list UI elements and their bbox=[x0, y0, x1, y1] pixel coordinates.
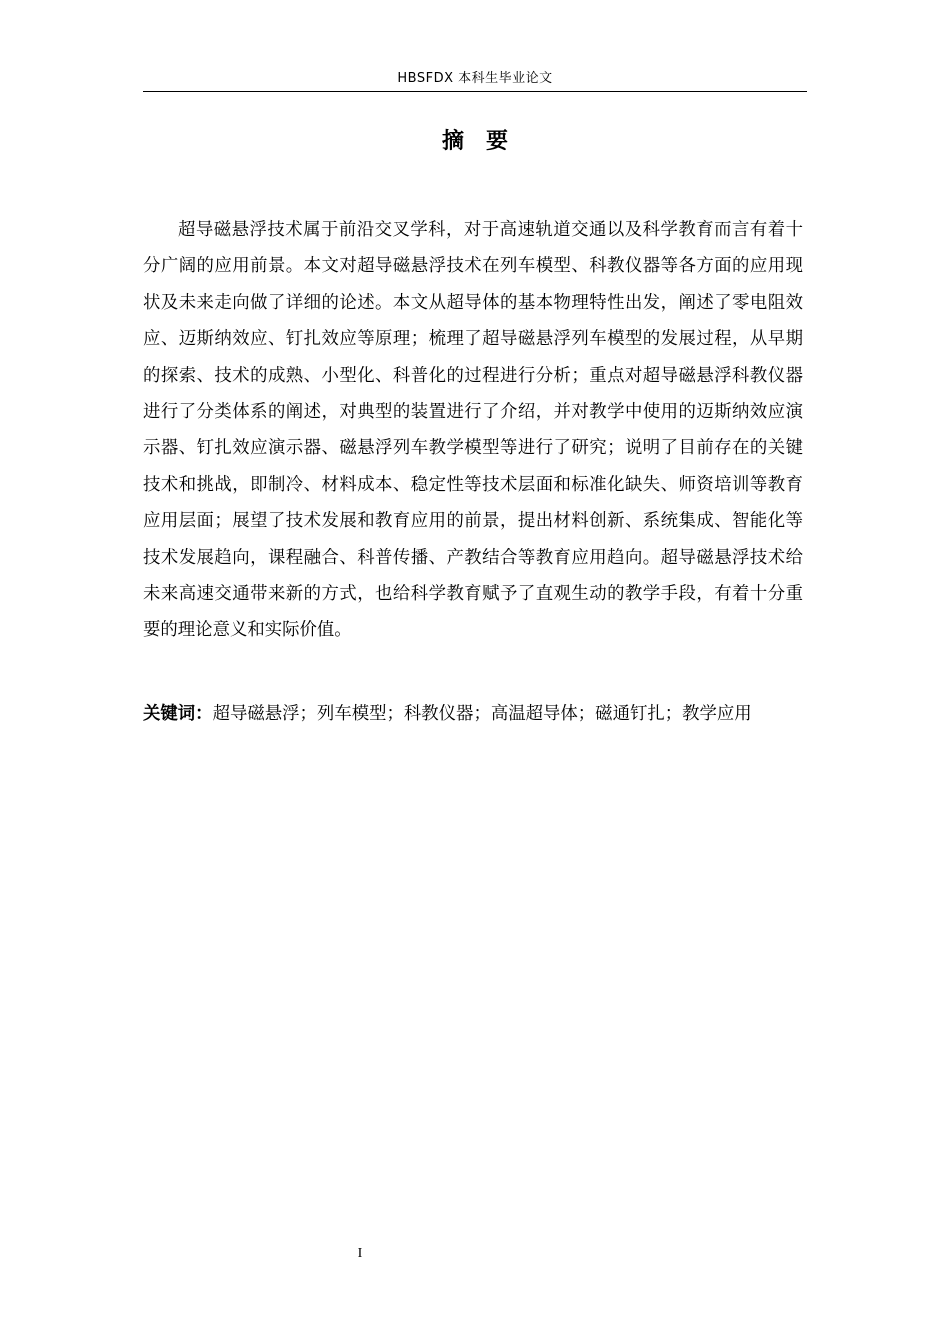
header-rule bbox=[143, 91, 807, 92]
keywords-label: 关键词： bbox=[143, 704, 213, 724]
abstract-body: 超导磁悬浮技术属于前沿交叉学科，对于高速轨道交通以及科学教育而言有着十分广阔的应用前景。本文对超导磁悬浮技术在列车模型、科教仪器等各方面的应用现状及未来走向做了详细的论述。本文从超导体的基本物理特性出发，阐述了零电阻效应、迈斯纳效应、钉扎效应等原理；梳理了超导磁悬浮列车模型的发展过程，从早期的探索、技术的成熟、小型化、科普化的过程进行分析；重点对超导磁悬浮科教仪器进行了分类体系的阐述，对典型的装置进行了介绍，并对教学中使用的迈斯纳效应演示器、钉扎效应演示器、磁悬浮列车教学模型等进行了研究；说明了目前存在的关键技术和挑战，即制冷、材料成本、稳定性等技术层面和标准化缺失、师资培训等教育应用层面；展望了技术发展和教育应用的前景，提出材料创新、系统集成、智能化等技术发展趋向，课程融合、科普传播、产教结合等教育应用趋向。超导磁悬浮技术给未来高速交通带来新的方式，也给科学教育赋予了直观生动的教学手段，有着十分重要的理论意义和实际价值。 bbox=[143, 220, 803, 641]
keywords-paragraph bbox=[143, 696, 803, 732]
keywords-text: 超导磁悬浮；列车模型；科教仪器；高温超导体；磁通钉扎；教学应用 bbox=[212, 704, 752, 724]
running-header: HBSFDX 本科生毕业论文 bbox=[397, 71, 553, 86]
page-number: I bbox=[357, 1246, 363, 1261]
abstract-title: 摘要 bbox=[441, 129, 530, 154]
